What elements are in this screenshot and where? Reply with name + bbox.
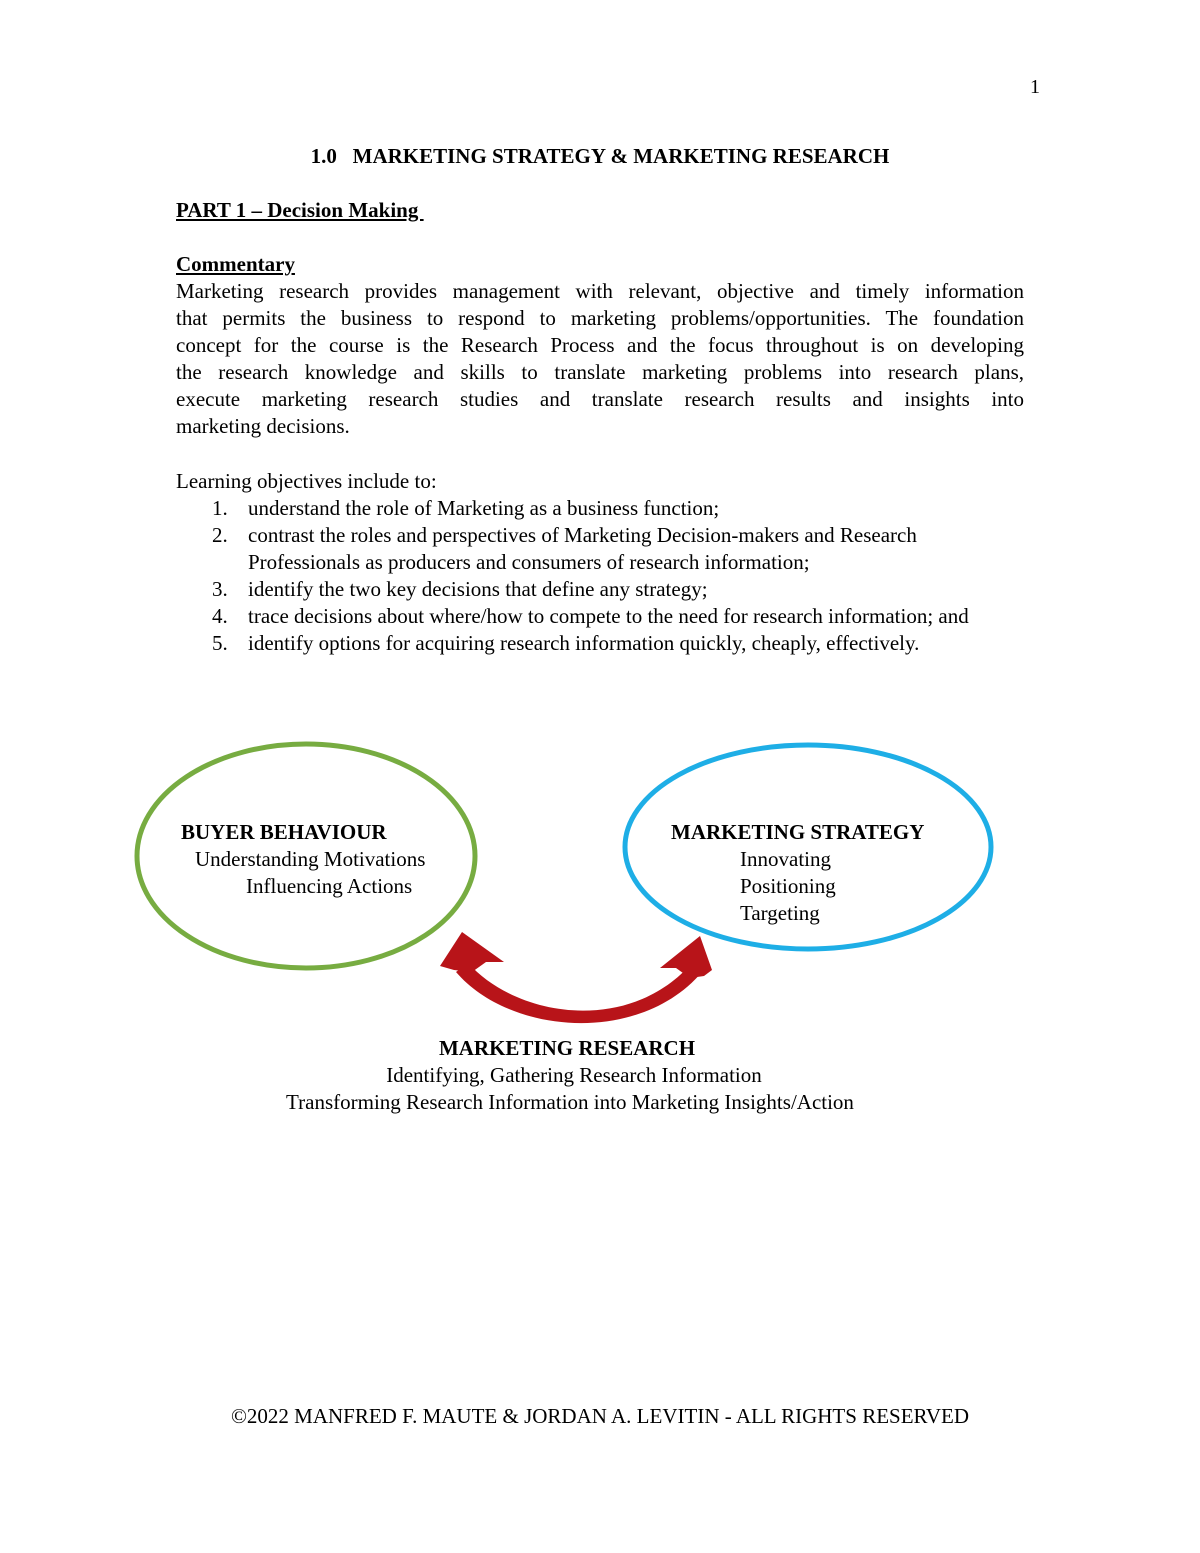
- objectives-list: [176, 495, 1076, 657]
- right-arrowhead-icon: [660, 936, 712, 978]
- marketing-research-title: MARKETING RESEARCH: [438, 1036, 696, 1060]
- objective-item: [176, 495, 1076, 522]
- left-arrowhead-icon: [440, 932, 504, 972]
- marketing-strategy-title: MARKETING STRATEGY: [671, 820, 925, 844]
- page-number: 1: [1030, 76, 1040, 98]
- commentary-line: concept for the course is the Research Process and the focus throughout is on developing: [176, 333, 1024, 357]
- copyright-footer: ©2022 MANFRED F. MAUTE & JORDAN A. LEVITIN - ALL RIGHTS RESERVED: [230, 1404, 970, 1428]
- objectives-intro: Learning objectives include to:: [176, 469, 437, 493]
- objective-text: identify options for acquiring research information quickly, cheaply, effectively.: [248, 631, 920, 655]
- part-heading: PART 1 – Decision Making: [176, 198, 424, 222]
- objective-number: 1.: [212, 496, 228, 520]
- commentary-heading: Commentary: [176, 252, 295, 276]
- buyer-behaviour-line: Influencing Actions: [246, 874, 413, 898]
- objective-item: [176, 603, 1076, 630]
- buyer-behaviour-title: BUYER BEHAVIOUR: [181, 820, 387, 844]
- marketing-research-line: Identifying, Gathering Research Information: [386, 1063, 762, 1087]
- marketing-research-line: Transforming Research Information into Marketing Insights/Action: [286, 1090, 854, 1114]
- commentary-paragraph: [176, 278, 1024, 440]
- objective-text: Professionals as producers and consumers of research information;: [248, 550, 810, 574]
- objective-number: 4.: [212, 604, 228, 628]
- research-arrow-body: [456, 963, 702, 1023]
- objective-number: 3.: [212, 577, 228, 601]
- objective-item: [176, 630, 1076, 657]
- research-arrow: [440, 932, 712, 1023]
- objective-item: [176, 522, 1076, 576]
- objective-text: identify the two key decisions that define any strategy;: [248, 577, 708, 601]
- objective-number: 2.: [212, 523, 228, 547]
- marketing-strategy-line: Positioning: [740, 874, 836, 898]
- commentary-line: marketing decisions.: [176, 414, 350, 438]
- objective-text: understand the role of Marketing as a business function;: [248, 496, 720, 520]
- objective-number: 5.: [212, 631, 228, 655]
- objective-text: contrast the roles and perspectives of Marketing Decision-makers and Research: [248, 523, 917, 547]
- commentary-line: Marketing research provides management with relevant, objective and timely information: [176, 279, 1024, 303]
- marketing-strategy-line: Targeting: [740, 901, 820, 925]
- commentary-line: execute marketing research studies and translate research results and insights into: [176, 387, 1024, 411]
- objective-item: [176, 576, 1076, 603]
- objective-text: trace decisions about where/how to compete to the need for research information; and: [248, 604, 969, 628]
- commentary-line: the research knowledge and skills to translate marketing problems into research plans,: [176, 360, 1024, 384]
- marketing-strategy-line: Innovating: [740, 847, 831, 871]
- buyer-behaviour-line: Understanding Motivations: [195, 847, 426, 871]
- commentary-line: that permits the business to respond to marketing problems/opportunities. The foundation: [176, 306, 1024, 330]
- document-title: 1.0 MARKETING STRATEGY & MARKETING RESEARCH: [310, 144, 890, 168]
